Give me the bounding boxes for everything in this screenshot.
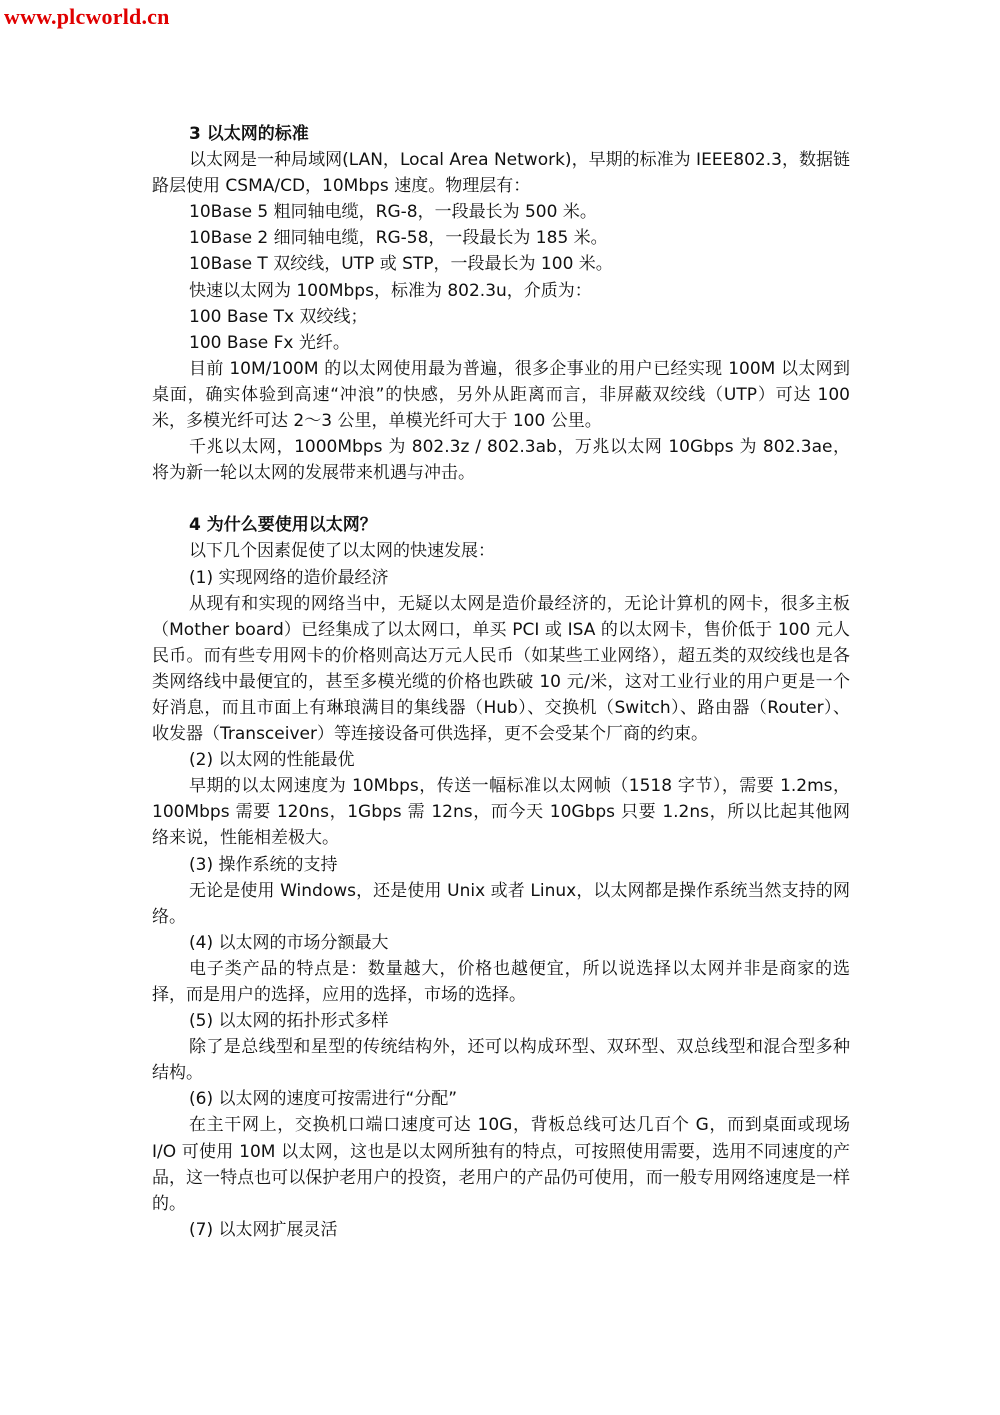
watermark: www.plcworld.cn	[4, 4, 170, 29]
paragraph: 在主干网上，交换机口端口速度可达 10G，背板总线可达几百个 G，而到桌面或现场 I/O 可使用 10M 以太网，这也是以太网所独有的特点，可按照使用需要，选用不同速度的产品，这一特点也可以保护老用户的投资，老用户的产品仍可使用，而一般专用网络速度是一样的。	[152, 1115, 850, 1214]
paragraph: 电子类产品的特点是：数量越大，价格也越便宜，所以说选择以太网并非是商家的选择，而是用户的选择，应用的选择，市场的选择。	[152, 958, 850, 1005]
paragraph: 千兆以太网，1000Mbps 为 802.3z / 802.3ab，万兆以太网 10Gbps 为 802.3ae，将为新一轮以太网的发展带来机遇与冲击。	[152, 437, 850, 484]
paragraph: 10Base 5 粗同轴电缆，RG-8，一段最长为 500 米。	[189, 202, 597, 223]
paragraph: 以下几个因素促使了以太网的快速发展：	[189, 541, 495, 562]
document-body	[152, 121, 850, 1243]
paragraph: 10Base 2 细同轴电缆，RG-58，一段最长为 185 米。	[189, 228, 608, 249]
paragraph: 以太网是一种局域网(LAN，Local Area Network)，早期的标准为 IEEE802.3，数据链路层使用 CSMA/CD，10Mbps 速度。物理层有：	[152, 150, 850, 197]
paragraph: 10Base T 双绞线，UTP 或 STP，一段最长为 100 米。	[189, 254, 613, 275]
paragraph: 早期的以太网速度为 10Mbps，传送一幅标准以太网帧（1518 字节），需要 1.2ms，100Mbps 需要 120ns，1Gbps 需 12ns，而今天 10Gbps 只要 1.2ns，所以比起其他网络来说，性能相差极大。	[152, 776, 850, 849]
subheading: (3) 操作系统的支持	[189, 854, 338, 875]
paragraph: 除了是总线型和星型的传统结构外，还可以构成环型、双环型、双总线型和混合型多种结构。	[152, 1037, 850, 1084]
paragraph: 快速以太网为 100Mbps，标准为 802.3u，介质为：	[189, 280, 592, 301]
subheading: (7) 以太网扩展灵活	[189, 1219, 338, 1240]
subheading: (2) 以太网的性能最优	[189, 750, 355, 771]
section-4-title: 4 为什么要使用以太网？	[189, 515, 377, 536]
subheading: (6) 以太网的速度可按需进行“分配”	[189, 1089, 458, 1110]
paragraph: 100 Base Tx 双绞线；	[189, 306, 368, 327]
paragraph: 从现有和实现的网络当中，无疑以太网是造价最经济的，无论计算机的网卡，很多主板（Mother board）已经集成了以太网口，单买 PCI 或 ISA 的以太网卡，售价低于 100 元人民币。而有些专用网卡的价格则高达万元人民币（如某些工业网络），超五类的双绞线也是各类网络线中最便宜的，甚至多模光缆的价格也跌破 10 元/米，这对工业行业的用户更是一个好消息，而且市面上有琳琅满目的集线器（Hub）、交换机（Switch）、路由器（Router）、收发器（Transceiver）等连接设备可供选择，更不会受某个厂商的约束。	[152, 593, 850, 745]
subheading: (4) 以太网的市场分额最大	[189, 932, 389, 953]
paragraph: 100 Base Fx 光纤。	[189, 332, 350, 353]
subheading: (1) 实现网络的造价最经济	[189, 567, 389, 588]
section-3-title: 3 以太网的标准	[189, 124, 309, 144]
paragraph: 目前 10M/100M 的以太网使用最为普遍，很多企事业的用户已经实现 100M 以太网到桌面，确实体验到高速“冲浪”的快感，另外从距离而言，非屏蔽双绞线（UTP）可达 100 米，多模光纤可达 2～3 公里，单模光纤可大于 100 公里。	[152, 358, 850, 432]
subheading: (5) 以太网的拓扑形式多样	[189, 1011, 389, 1032]
paragraph: 无论是使用 Windows，还是使用 Unix 或者 Linux，以太网都是操作系统当然支持的网络。	[152, 880, 850, 927]
section-spacer	[152, 486, 850, 512]
